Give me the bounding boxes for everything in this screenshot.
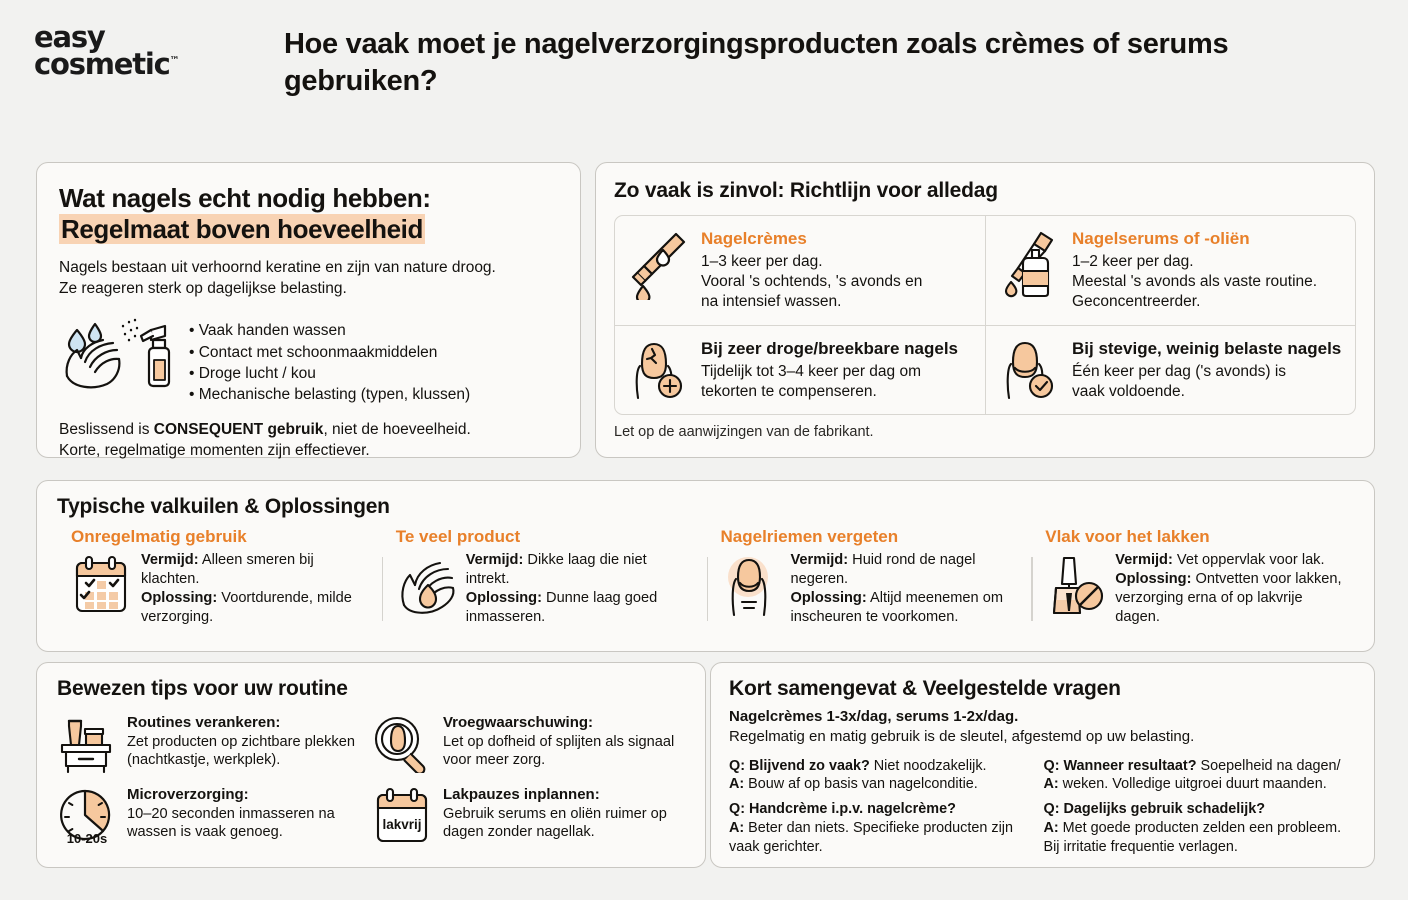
tip-body: 10–20 seconden inmasseren na wassen is vaak genoeg. (127, 805, 335, 841)
faq-q-bold: Handcrème i.p.v. nagelcrème? (745, 801, 956, 818)
pitfall-irregular-use (57, 527, 382, 627)
faq-a-text: Beter dan niets. Specifieke producten zijn vaak gerichter. (729, 820, 1013, 856)
needs-title (59, 183, 558, 244)
faq-lead-text: Regelmatig en matig gebruik is de sleutel, afgestemd op uw belasting. (729, 727, 1195, 745)
needs-bullet: • Droge lucht / kou (189, 364, 316, 382)
faq-lead (729, 707, 1358, 747)
cream-tube-icon (627, 228, 691, 313)
frequency-cell-line: 1–3 keer per dag. (701, 253, 823, 271)
needs-title-line1: Wat nagels echt nodig hebben: (59, 183, 431, 213)
frequency-cell-creams (615, 216, 985, 326)
page-title: Hoe vaak moet je nagelverzorgingsproducten zoals crèmes of serums gebruiken? (284, 28, 1229, 98)
svg-text:10-20s: 10-20s (66, 831, 108, 845)
needs-bullet: • Mechanische belasting (typen, klussen) (189, 386, 471, 404)
faq-entry (1044, 800, 1349, 857)
pitfall-avoid (1115, 551, 1342, 570)
needs-footer-line2: Korte, regelmatige momenten zijn effectiever. (59, 441, 370, 459)
tip-body: Let op dofheid of splijten als signaal voor meer zorg. (443, 733, 675, 769)
pitfall-avoid-label: Vermijd: (465, 552, 524, 568)
dropper-bottle-icon (998, 228, 1062, 313)
pitfall-too-much-product (382, 527, 707, 627)
faq-lead-bold: Nagelcrèmes 1-3x/dag, serums 1-2x/dag. (729, 708, 1019, 725)
faq-a-text: weken. Volledige uitgroei duurt maanden. (1058, 776, 1327, 793)
frequency-cell-text (1072, 338, 1341, 402)
tip-polish-breaks (373, 779, 689, 851)
frequency-grid-row (615, 216, 1355, 326)
brand-logo (34, 16, 284, 79)
frequency-cell-line: Meestal 's avonds als vaste routine. (1072, 273, 1318, 291)
pitfall-body (721, 551, 1018, 627)
tip-text (127, 713, 367, 773)
tip-body: Zet producten op zichtbare plekken (nachtkastje, werkplek). (127, 733, 355, 769)
frequency-cell-line: 1–2 keer per dag. (1072, 253, 1194, 271)
pitfall-solution-label: Oplossing: (790, 589, 867, 606)
pitfall-avoid (466, 551, 693, 589)
needs-stress-block (59, 314, 558, 406)
magnifier-nail-icon (373, 713, 435, 773)
faq-question (1044, 800, 1349, 819)
faq-column-right (1044, 757, 1359, 863)
needs-bullet-list (189, 314, 470, 406)
frequency-note: Let op de aanwijzingen van de fabrikant. (614, 423, 874, 440)
faq-entry (729, 757, 1034, 795)
needs-intro (59, 258, 558, 300)
frequency-cell-line: Één keer per dag ('s avonds) is (1072, 362, 1287, 380)
faq-a-label: A: (1043, 776, 1059, 793)
faq-answer (729, 775, 1034, 794)
faq-a-text: Met goede producten zelden een probleem. Bij irritatie frequentie verlagen. (1043, 820, 1342, 856)
needs-footer-bold: CONSEQUENT gebruik (153, 420, 324, 438)
pitfall-head: Onregelmatig gebruik (71, 527, 247, 546)
pitfall-avoid-label: Vermijd: (141, 552, 199, 568)
frequency-cell-head: Bij zeer droge/breekbare nagels (701, 338, 958, 358)
pitfall-body (1045, 551, 1342, 627)
frequency-cell-line: vaak voldoende. (1072, 382, 1185, 400)
frequency-cell-text (701, 228, 922, 313)
faq-q-bold: Wanneer resultaat? (1059, 757, 1197, 774)
needs-bullet: • Contact met schoonmaakmiddelen (189, 343, 438, 361)
nail-polish-no-icon (1045, 551, 1107, 627)
faq-entry (1044, 757, 1349, 795)
pitfall-solution-text: Ontvetten voor lakken, verzorging erna of op lakvrije dagen. (1115, 570, 1342, 625)
brand-logo-line2 (34, 46, 180, 81)
pitfall-avoid-label: Vermijd: (1115, 552, 1173, 568)
faq-q-label: Q: (1043, 757, 1060, 774)
card-summary-faq (710, 662, 1375, 868)
pitfall-before-polishing (1031, 527, 1356, 627)
brand-logo-line1: easy (34, 20, 105, 54)
faq-column-left (729, 757, 1044, 863)
frequency-cell-strong-nails (985, 326, 1355, 414)
frequency-cell-text (1072, 228, 1317, 313)
faq-answer (1044, 775, 1349, 794)
pitfall-solution-text: Altijd meenemen om inscheuren te voorkomen. (790, 589, 1003, 625)
card-proven-tips (36, 662, 706, 868)
pitfall-text (791, 551, 1018, 627)
faq-answer (729, 819, 1034, 857)
faq-answer (1044, 819, 1349, 857)
nightstand-products-icon (57, 713, 119, 773)
pitfall-body (396, 551, 693, 627)
frequency-cell-line: Vooral 's ochtends, 's avonds en (701, 273, 923, 291)
brand-logo-word: cosmetic (34, 46, 170, 81)
pitfall-solution-label: Oplossing: (1115, 570, 1192, 587)
faq-a-text: Bouw af op basis van nagelconditie. (744, 776, 978, 793)
svg-text:lakvrij: lakvrij (382, 817, 422, 832)
faq-a-label: A: (1043, 820, 1059, 837)
tips-grid (57, 707, 689, 851)
calendar-lakvrij-icon (373, 785, 435, 845)
healthy-nail-check-icon (998, 338, 1062, 402)
hand-with-blob-icon (396, 551, 458, 627)
tip-microcare (57, 779, 373, 851)
pitfall-solution (141, 589, 368, 627)
pitfall-avoid-text: Dikke laag die niet intrekt. (465, 552, 647, 587)
calendar-checks-icon (71, 551, 133, 627)
pitfall-solution-label: Oplossing: (141, 589, 218, 606)
pitfall-text (1115, 551, 1342, 627)
faq-q-rest: Niet noodzakelijk. (869, 757, 987, 774)
page-header (0, 0, 1408, 130)
faq-question (729, 800, 1034, 819)
pitfalls-title: Typische valkuilen & Oplossingen (57, 495, 390, 518)
tip-early-warning (373, 707, 689, 779)
frequency-grid-row (615, 326, 1355, 414)
pitfall-text (141, 551, 368, 627)
tip-head: Lakpauzes inplannen: (443, 786, 600, 803)
frequency-cell-line: na intensief wassen. (701, 293, 842, 311)
needs-intro-line2: Ze reageren sterk op dagelijkse belasting. (59, 280, 347, 298)
needs-title-line2 (59, 214, 558, 245)
frequency-cell-line: Tijdelijk tot 3–4 keer per dag om (701, 362, 921, 380)
cuticle-nail-icon (721, 551, 783, 627)
faq-q-label: Q: (729, 801, 745, 818)
pitfall-solution-label: Oplossing: (465, 589, 542, 606)
card-frequency-guide (595, 162, 1375, 458)
pitfall-avoid (791, 551, 1018, 589)
pitfall-solution-text: Voortdurende, milde verzorging. (141, 589, 352, 625)
pitfall-forgotten-cuticles (707, 527, 1032, 627)
faq-q-rest: Soepelheid na dagen/ (1196, 757, 1341, 774)
frequency-grid (614, 215, 1356, 415)
frequency-cell-head: Nagelcrèmes (701, 229, 807, 248)
card-pitfalls (36, 480, 1375, 652)
frequency-cell-line: Geconcentreerder. (1072, 293, 1201, 311)
faq-entry (729, 800, 1034, 857)
pitfall-solution (791, 589, 1018, 627)
pitfall-avoid-text: Huid rond de nagel negeren. (790, 552, 976, 587)
timer-icon (57, 785, 119, 845)
faq-a-label: A: (729, 776, 745, 793)
pitfall-head: Vlak voor het lakken (1045, 527, 1210, 546)
pitfall-solution (1115, 570, 1342, 627)
pitfall-avoid-text: Vet oppervlak voor lak. (1172, 552, 1325, 568)
faq-q-label: Q: (1043, 801, 1060, 818)
pitfall-head: Nagelriemen vergeten (720, 527, 899, 546)
pitfalls-row (57, 527, 1356, 627)
hand-spray-icon (59, 314, 179, 392)
faq-q-label: Q: (729, 757, 745, 774)
tip-body: Gebruik serums en oliën ruimer op dagen zonder nagellak. (443, 805, 667, 841)
pitfall-avoid-label: Vermijd: (790, 552, 849, 568)
frequency-cell-dry-nails (615, 326, 985, 414)
needs-bullet: • Vaak handen wassen (189, 322, 346, 340)
tip-text (127, 785, 367, 845)
card-nail-needs (36, 162, 581, 458)
frequency-title: Zo vaak is zinvol: Richtlijn voor alledag (614, 179, 998, 202)
frequency-cell-serums (985, 216, 1355, 326)
pitfall-body (71, 551, 368, 627)
faq-q-bold: Dagelijks gebruik schadelijk? (1059, 801, 1266, 818)
faq-a-label: A: (729, 820, 745, 837)
tip-head: Vroegwaarschuwing: (443, 714, 594, 731)
tip-anchor-routines (57, 707, 373, 779)
frequency-cell-head: Bij stevige, weinig belaste nagels (1072, 338, 1342, 358)
needs-title-highlight: Regelmaat boven hoeveelheid (61, 213, 423, 244)
tip-head: Routines verankeren: (127, 714, 281, 731)
trademark-symbol: ™ (169, 55, 180, 67)
faq-question (1044, 757, 1349, 776)
faq-title: Kort samengevat & Veelgestelde vragen (729, 677, 1121, 700)
needs-footer-pre: Beslissend is (59, 420, 154, 438)
needs-footer-post: , niet de hoeveelheid. (323, 420, 471, 438)
faq-question (729, 757, 1034, 776)
pitfall-solution-text: Dunne laag goed inmasseren. (465, 589, 658, 625)
tips-title: Bewezen tips voor uw routine (57, 677, 348, 700)
faq-columns (729, 757, 1358, 863)
tip-text (443, 713, 683, 773)
pitfall-head: Te veel product (395, 527, 521, 546)
pitfall-avoid-text: Alleen smeren bij klachten. (141, 552, 314, 587)
needs-intro-line1: Nagels bestaan uit verhoornd keratine en zijn van nature droog. (59, 259, 496, 277)
cracked-nail-plus-icon (627, 338, 691, 402)
frequency-cell-head: Nagelserums of -oliën (1072, 229, 1250, 248)
tip-head: Microverzorging: (127, 786, 249, 803)
pitfall-text (466, 551, 693, 627)
needs-footer (59, 420, 558, 462)
pitfall-solution (466, 589, 693, 627)
faq-q-bold: Blijvend zo vaak? (745, 757, 870, 774)
needs-footer-line1 (59, 420, 558, 441)
frequency-cell-line: tekorten te compenseren. (701, 382, 877, 400)
tip-text (443, 785, 683, 845)
pitfall-avoid (141, 551, 368, 589)
frequency-cell-text (701, 338, 958, 402)
